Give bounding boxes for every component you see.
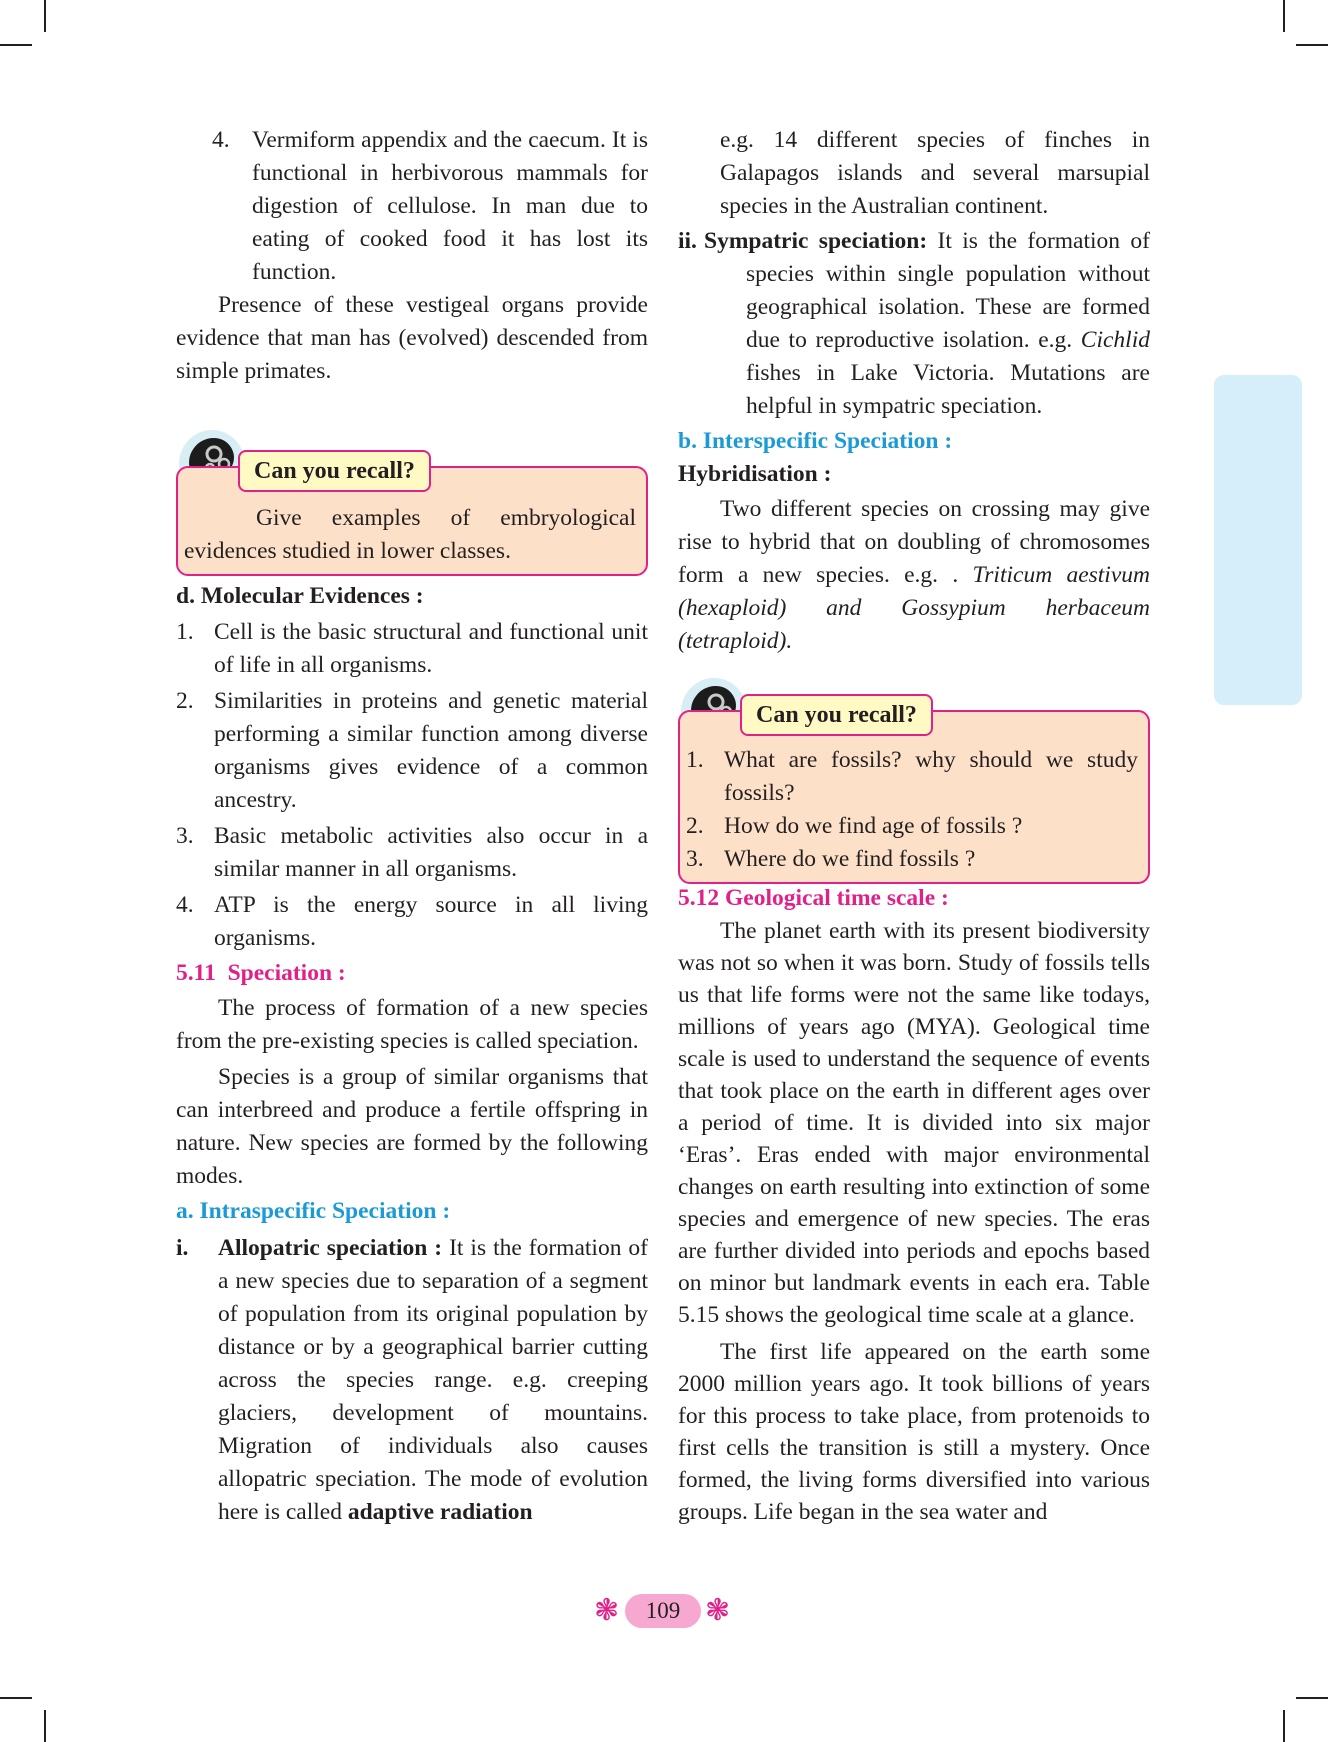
speciation-paragraph-2: Species is a group of similar organisms that can interbreed and produce a fertile offspring in nature. New species are formed by the following modes.	[176, 1064, 648, 1189]
list-text: Cell is the basic structural and functional unit of life in all organisms.	[214, 619, 648, 678]
sympatric-text	[678, 225, 1150, 423]
allopatric-text	[218, 1232, 648, 1529]
list-text: Vermiform appendix and the caecum. It is functional in herbivorous mammals for digestion of cellulose. In man due to eating of cooked food it has lost its function.	[252, 127, 648, 285]
list-item	[176, 685, 648, 817]
hybrid-species-names: Triticum aestivum (hexaploid) and Gossypium herbaceum (tetraploid).	[678, 562, 1150, 654]
crop-mark-top-left-v	[44, 0, 46, 32]
list-item	[176, 820, 648, 886]
sympatric-body-1: It is the formation of species within single population without geographical isolation. These are formed due to reproductive isolation. e.g.	[746, 228, 1150, 353]
list-text: Where do we find fossils ?	[724, 846, 976, 872]
list-number: 3.	[176, 823, 194, 849]
list-text: Basic metabolic activities also occur in a similar manner in all organisms.	[214, 823, 648, 882]
list-text: What are fossils? why should we study fossils?	[724, 747, 1138, 806]
allopatric-term: Allopatric speciation :	[218, 1235, 443, 1261]
geological-heading: 5.12 Geological time scale :	[678, 885, 949, 911]
molecular-heading: d. Molecular Evidences :	[176, 583, 424, 609]
list-item	[686, 744, 1138, 810]
page-footer	[0, 1592, 1328, 1632]
vestigeal-item-4	[176, 124, 648, 289]
list-number: 1.	[176, 619, 194, 645]
hybridisation-heading: Hybridisation :	[678, 461, 832, 487]
molecular-list	[176, 616, 648, 955]
list-number: 4.	[176, 892, 194, 918]
geological-paragraph-2: The first life appeared on the earth some 2000 million years ago. It took billions of years for this process to take place, from protenoids to first cells the transition is still a mystery. Once formed, the living forms diversified into various groups. Life began in the sea water and	[678, 1339, 1150, 1525]
crop-mark-bottom-left-h	[0, 1697, 32, 1699]
recall-box-1-text: Give examples of embryological evidences studied in lower classes.	[184, 505, 636, 564]
page-number: 109	[625, 1594, 701, 1628]
speciation-paragraph-1: The process of formation of a new species from the pre-existing species is called speciation.	[176, 995, 648, 1054]
list-number: i.	[176, 1235, 189, 1261]
list-text: How do we find age of fossils ?	[724, 813, 1023, 839]
list-item	[176, 616, 648, 682]
list-number: 2.	[176, 688, 194, 714]
geological-paragraph-1: The planet earth with its present biodiversity was not so when it was born. Study of fossils tells us that life forms were not the same like todays, millions of years ago (MYA). Geological time scale is used to understand the sequence of events that took place on the earth in different ages over a period of time. It is divided into six major ‘Eras’. Eras ended with major environmental changes on earth resulting into extinction of some species and emergence of new species. The eras are further divided into periods and epochs based on minor but landmark events in each era. Table 5.15 shows the geological time scale at a glance.	[678, 918, 1150, 1328]
recall-box-2-body	[678, 710, 1150, 884]
list-text: Similarities in proteins and genetic material performing a similar function among diverse organisms gives evidence of a common ancestry.	[214, 688, 648, 813]
crop-mark-top-right-h	[1296, 44, 1328, 46]
crop-mark-bottom-left-v	[44, 1710, 46, 1742]
list-number: 2.	[686, 813, 704, 839]
list-number: 1.	[686, 747, 704, 773]
hybridisation-paragraph	[678, 493, 1150, 658]
recall-box-2-title: Can you recall?	[740, 694, 933, 736]
adaptive-radiation-term: adaptive radiation	[347, 1499, 533, 1525]
list-number: 4.	[212, 127, 230, 153]
left-column	[176, 124, 648, 1529]
recall-box-2	[678, 676, 1150, 874]
allopatric-item	[176, 1232, 648, 1529]
speciation-heading: 5.11 Speciation :	[176, 960, 346, 986]
sympatric-item	[678, 225, 1150, 423]
finches-continuation: e.g. 14 different species of finches in Galapagos islands and several marsupial species in the Australian continent.	[720, 127, 1150, 219]
recall-box-1	[176, 428, 648, 568]
hybrid-body: Two different species on crossing may give rise to hybrid that on doubling of chromosomes form a new species. e.g. .	[678, 496, 1150, 588]
crop-mark-bottom-right-v	[1283, 1710, 1285, 1742]
flower-ornament-left-icon: ❃	[594, 1594, 620, 1627]
crop-mark-bottom-right-h	[1296, 1697, 1328, 1699]
list-item	[686, 843, 1138, 876]
flower-ornament-right-icon: ❃	[705, 1594, 731, 1627]
cichlid-term: Cichlid	[1080, 327, 1150, 353]
list-number: 3.	[686, 846, 704, 872]
list-item	[686, 810, 1138, 843]
list-number: ii.	[678, 228, 697, 254]
list-text: ATP is the energy source in all living organisms.	[214, 892, 648, 951]
allopatric-body: It is the formation of a new species due to separation of a segment of population from its original population by distance or by a geographical barrier cutting across the species range. e.g. creeping glaciers, development of mountains. Migration of individuals also causes allopatric speciation. The mode of evolution here is called	[218, 1235, 648, 1525]
sympatric-body-2: fishes in Lake Victoria. Mutations are helpful in sympatric speciation.	[746, 360, 1150, 419]
list-item	[176, 889, 648, 955]
interspecific-heading: b. Interspecific Speciation :	[678, 428, 953, 454]
crop-mark-top-right-v	[1283, 0, 1285, 32]
chapter-side-tab	[1214, 375, 1302, 705]
vestigeal-paragraph: Presence of these vestigeal organs provide evidence that man has (evolved) descended from simple primates.	[176, 292, 648, 384]
recall-box-1-title: Can you recall?	[238, 450, 431, 492]
crop-mark-top-left-h	[0, 44, 32, 46]
right-column	[678, 124, 1150, 1528]
sympatric-term: Sympatric speciation:	[704, 228, 928, 254]
intraspecific-heading: a. Intraspecific Speciation :	[176, 1198, 451, 1224]
